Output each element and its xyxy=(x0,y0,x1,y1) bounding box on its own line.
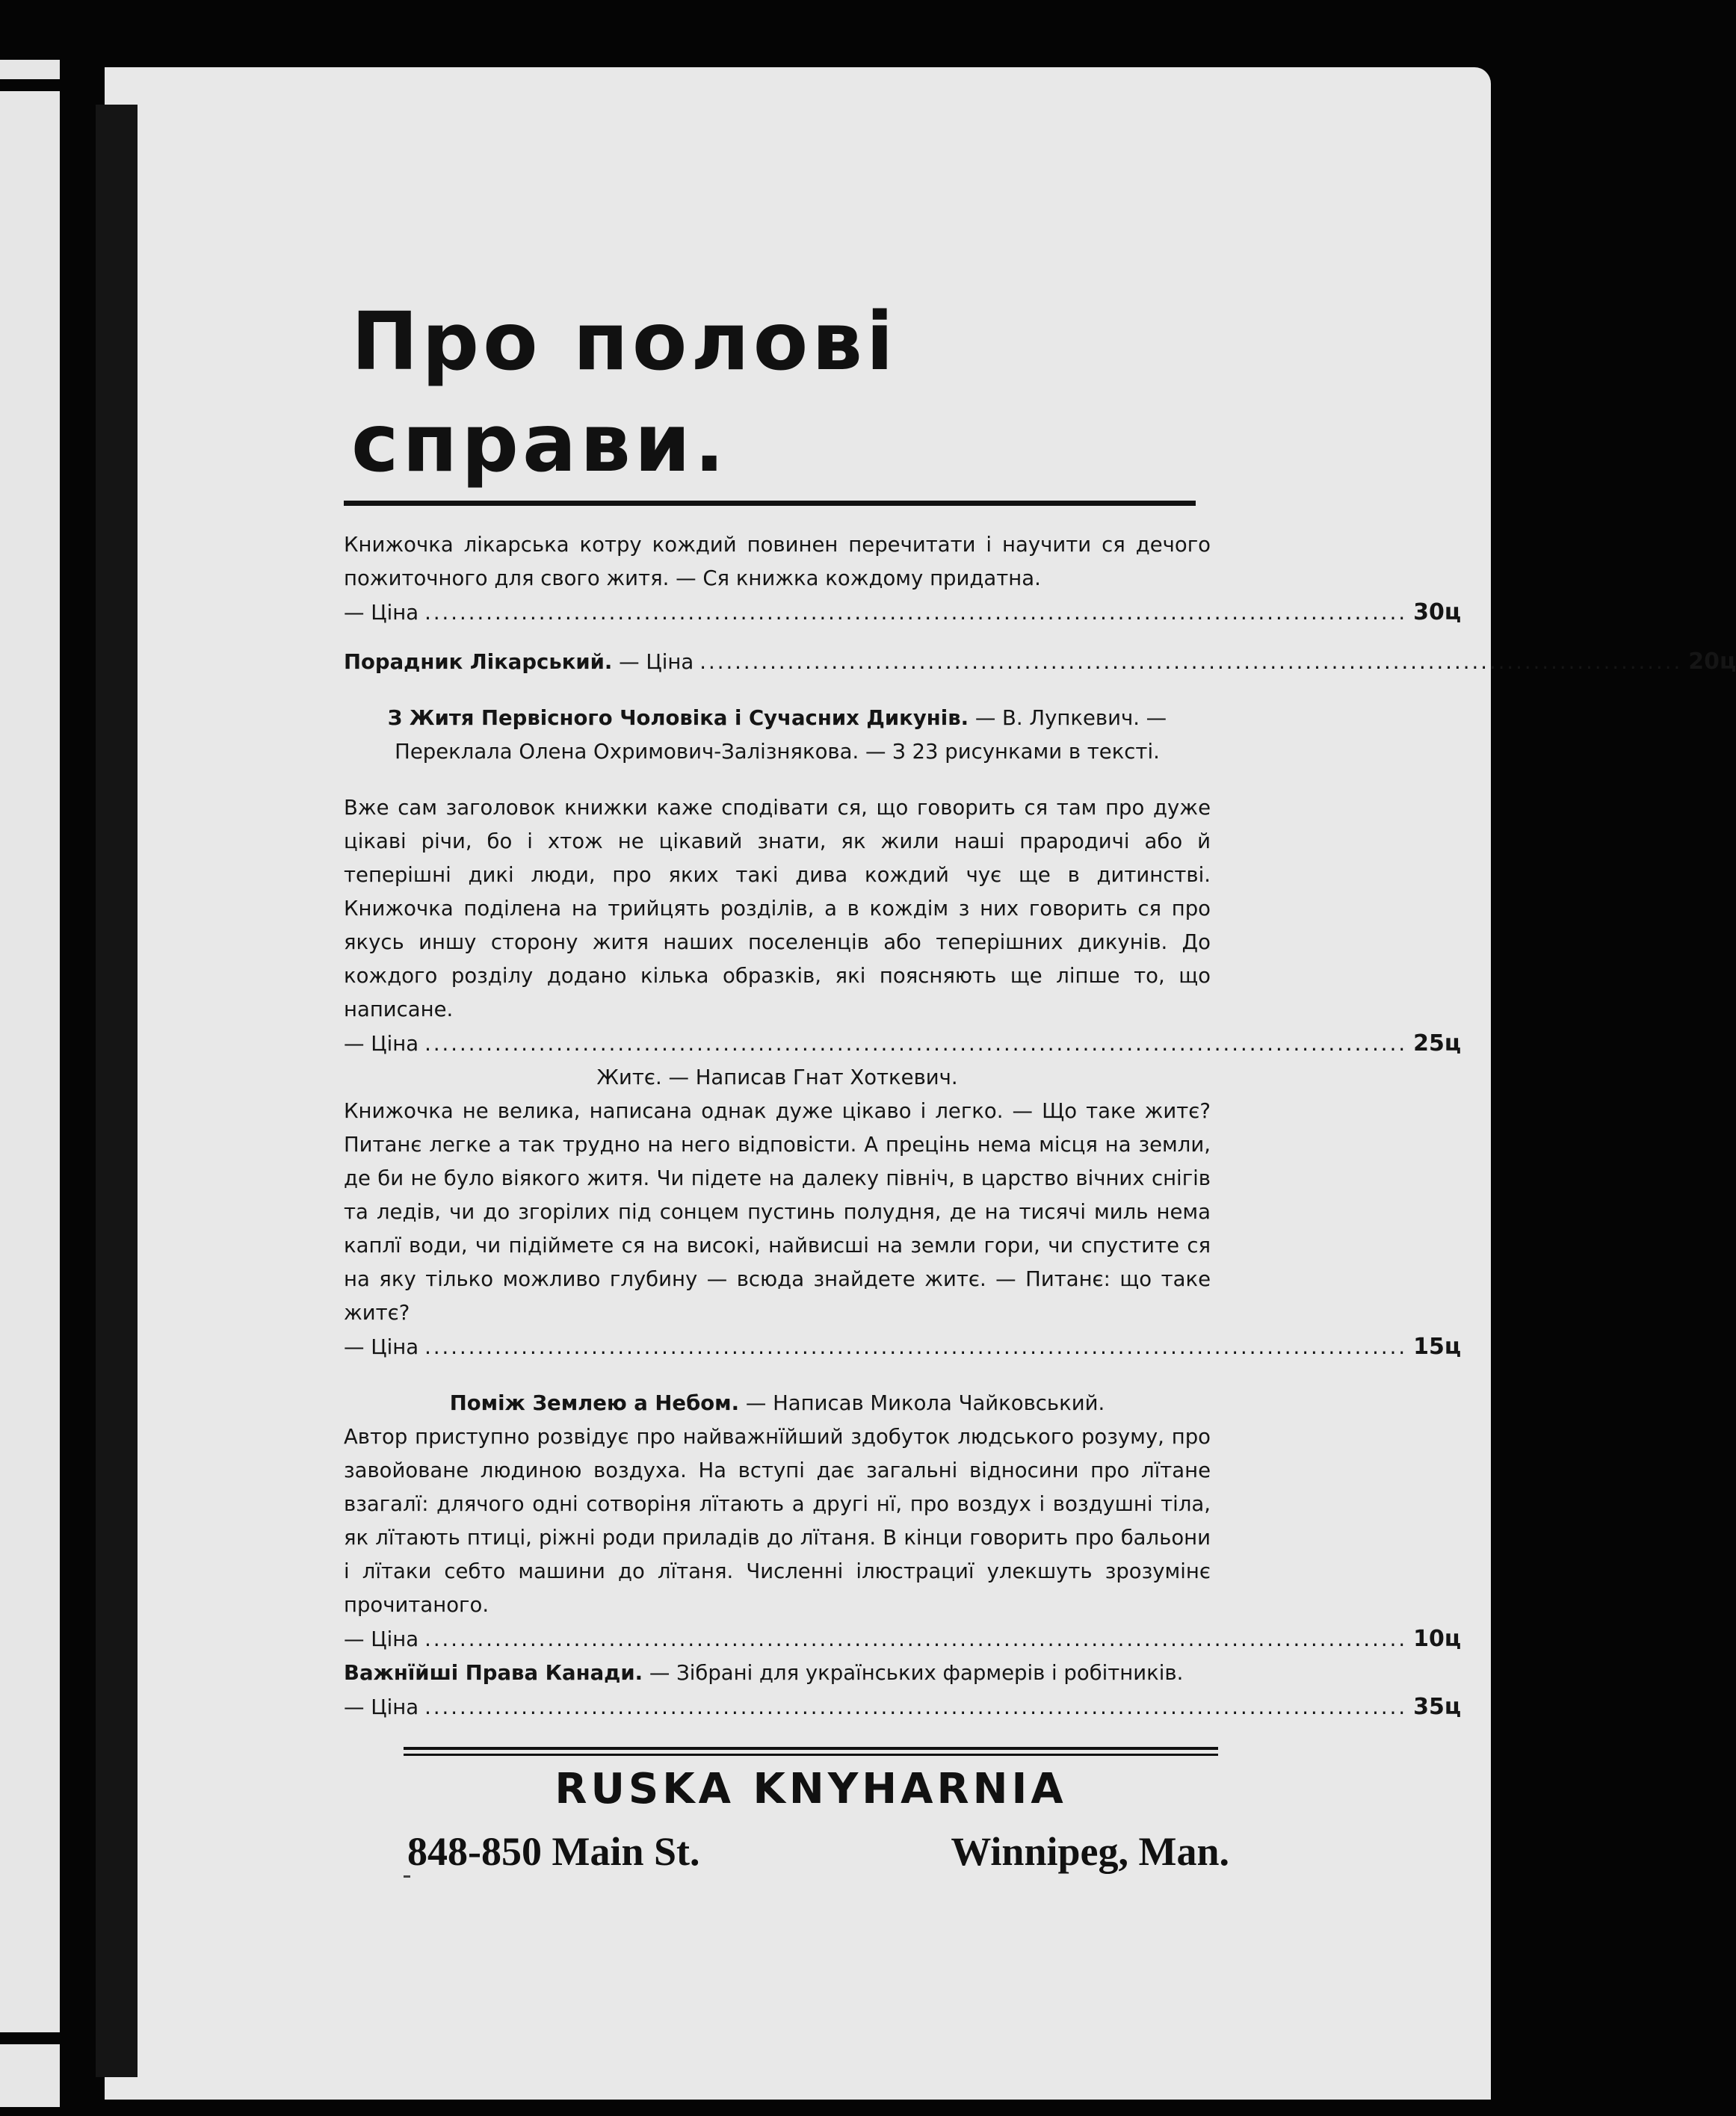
price-value: 15ц xyxy=(1413,1334,1462,1360)
price-line xyxy=(344,1690,1462,1724)
price-label: — Ціна xyxy=(619,650,694,674)
price-label: — Ціна xyxy=(344,1627,419,1651)
book-subtitle: — Зібрані для українських фармерів і робітників. xyxy=(649,1661,1184,1685)
book-entry xyxy=(344,1656,1462,1724)
price-leader-dots: ................................................................................................................ xyxy=(424,1335,1408,1359)
advertisement xyxy=(344,291,1736,1875)
page-title: Про полові справи. xyxy=(351,296,898,490)
price-leader-dots: ................................................................................................................ xyxy=(424,1695,1408,1719)
book-title: З Житя Первісного Чоловіка і Сучасних Дикунів. xyxy=(387,706,969,730)
store-name: RUSKA KNYHARNIA xyxy=(555,1765,1067,1813)
price-leader-dots: ................................................................................................................ xyxy=(424,1627,1408,1651)
price-label: — Ціна xyxy=(344,1695,419,1719)
book-credits: — В. Лупкевич. — Переклала Олена Охримович-Залізнякова. — З 23 рисунками в тексті. xyxy=(395,706,1167,764)
book-entry xyxy=(344,791,1462,1061)
binding-edge xyxy=(0,60,60,2107)
entry-description: Книжочка не велика, написана однак дуже цікаво і легко. — Що таке житє? Питанє легке а так трудно на него відповісти. А прецінь нема місця на земли, де би не було віякого житя. Чи підете на далеку північ, в царство вічних снігів та ледів, чи до згорілих під сонцем пустинь полудня, де на тисячі миль нема каплї води, чи підіймете ся на високі, найвисші на земли гори, чи спустите ся на яку тілько можливо глубину — всюда знайдете житє. — Питанє: що таке житє? xyxy=(344,1099,1211,1325)
price-value: 20ц xyxy=(1688,649,1736,675)
price-line xyxy=(344,1027,1462,1061)
entry-description: Вже сам заголовок книжки каже сподівати ся, що говорить ся там про дуже цікаві річи, бо і хтож не цікавий знати, як жили наші прародичі або й теперішні дикі люди, про яких такі дива кождий чує ще в дитинстві. Книжочка поділена на трийцять розділів, а в кождім з них говорить ся про якусь иншу сторону житя наших поселенців або теперішних дикунів. До кождого розділу додано кілька образків, які поясняють ще ліпше то, що написане. xyxy=(344,796,1211,1021)
price-value: 35ц xyxy=(1413,1694,1462,1720)
binding-nick xyxy=(0,79,82,91)
price-leader-dots: ................................................................................................................ xyxy=(424,601,1408,625)
book-entry xyxy=(344,528,1462,630)
binding-shadow xyxy=(96,105,138,2077)
price-line xyxy=(344,1330,1462,1364)
store-street: 848-850 Main St. xyxy=(407,1829,700,1874)
price-leader-dots: ................................................................................................................ xyxy=(424,1032,1408,1056)
price-value: 30ц xyxy=(1413,599,1462,625)
print-speck xyxy=(404,1875,410,1878)
store-city: Winnipeg, Man. xyxy=(951,1829,1229,1874)
price-label: — Ціна xyxy=(344,1032,419,1056)
price-line xyxy=(344,595,1462,630)
store-address xyxy=(407,1828,1229,1875)
footer-rule xyxy=(404,1747,1218,1756)
book-entry xyxy=(344,1387,1462,1656)
entry-description: Автор приступно розвідує про найважнїйший здобуток людського розуму, про завойоване людиною воздуха. На вступі дає загальні відносини про лїтане взагалї: длячого одні сотворіня лїтають а другі нї, про воздух і воздушні тіла, як лїтають птиці, ріжні роди приладів до лїтаня. В кінци говорить про бальони і лїтаки себто машини до лїтаня. Численні ілюстрациї улекшуть зрозумінє прочитаного. xyxy=(344,1425,1211,1617)
book-entry xyxy=(344,645,1736,679)
entry-heading xyxy=(344,1656,1211,1690)
book-title: Поміж Землею а Небом. xyxy=(449,1391,740,1415)
price-label: — Ціна xyxy=(344,1335,419,1359)
title-rule xyxy=(344,501,1196,506)
book-heading-line xyxy=(344,1387,1211,1420)
binding-nick xyxy=(0,2032,82,2044)
book-entry xyxy=(344,1061,1462,1364)
book-title: Порадник Лікарський. xyxy=(344,650,613,674)
book-title: Важнїйші Права Канади. xyxy=(344,1661,643,1685)
price-label: — Ціна xyxy=(344,601,419,625)
price-value: 10ц xyxy=(1413,1626,1462,1652)
price-line xyxy=(344,1622,1462,1656)
entry-description: Книжочка лікарська котру кождий повинен перечитати і научити ся дечого пожиточного для свого житя. — Ся книжка кождому придатна. xyxy=(344,533,1211,590)
book-entry xyxy=(344,702,1211,769)
price-value: 25ц xyxy=(1413,1030,1462,1057)
book-author: — Написав Микола Чайковський. xyxy=(745,1391,1105,1415)
price-leader-dots: ................................................................................................................ xyxy=(699,650,1683,674)
book-heading: Житє. — Написав Гнат Хоткевич. xyxy=(596,1065,958,1089)
